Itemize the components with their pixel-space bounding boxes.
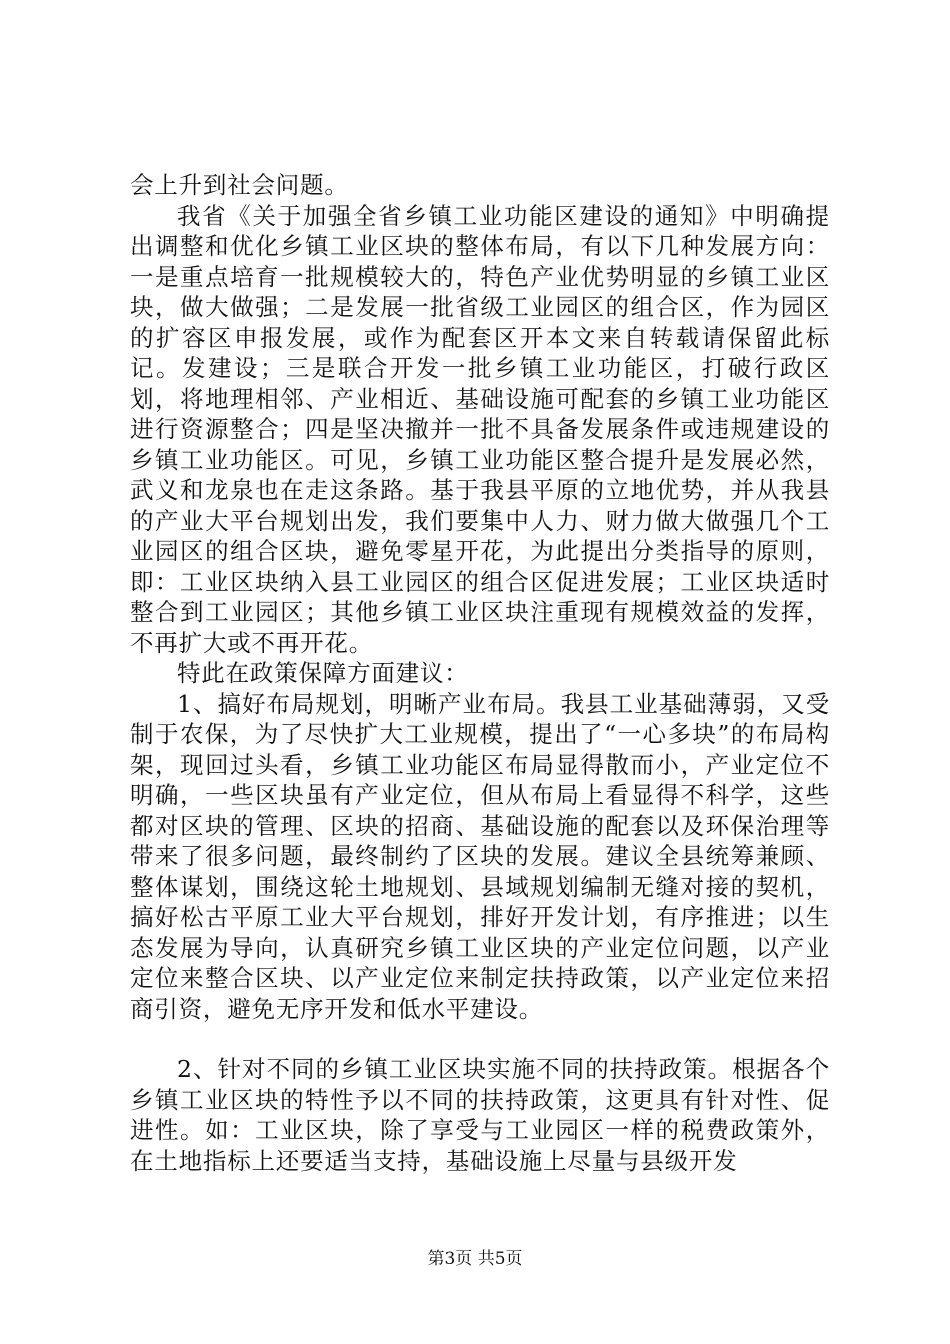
page-footer: 第3页 共5页 [427, 1249, 523, 1269]
paragraph-notice: 我省《关于加强全省乡镇工业功能区建设的通知》中明确提出调整和优化乡镇工业区块的整体布局，有以下几种发展方向：一是重点培育一批规模较大的，特色产业优势明显的乡镇工业区块，做大做强；二是发展一批省级工业园区的组合区，作为园区的扩容区申报发展，或作为配套区开本文来自转载请保留此标记。发建设；三是联合开发一批乡镇工业功能区，打破行政区划，将地理相邻、产业相近、基础设施可配套的乡镇工业功能区进行资源整合；四是坚决撤并一批不具备发展条件或违规建设的乡镇工业功能区。可见，乡镇工业功能区整合提升是发展必然，武义和龙泉也在走这条路。基于我县平原的立地优势，并从我县的产业大平台规划出发，我们要集中人力、财力做大做强几个工业园区的组合区块，避免零星开花，为此提出分类指导的原则，即：工业区块纳入县工业园区的组合区促进发展；工业区块适时整合到工业园区；其他乡镇工业区块注重现有规模效益的发挥，不再扩大或不再开花。 [130, 201, 830, 657]
paragraph-gap [130, 1024, 830, 1054]
paragraph-suggestion-intro: 特此在政策保障方面建议： [177, 659, 469, 687]
paragraph-continuation: 会上升到社会问题。 [130, 171, 349, 199]
paragraph-suggestion-2: 2、针对不同的乡镇工业区块实施不同的扶持政策。根据各个乡镇工业区块的特性予以不同的扶持政策，这更具有针对性、促进性。如：工业区块，除了享受与工业园区一样的税费政策外，在土地指标上还要适当支持，基础设施上尽量与县级开发 [130, 1055, 830, 1175]
paragraph-suggestion-1: 1、搞好布局规划，明晰产业布局。我县工业基础薄弱，又受制于农保，为了尽快扩大工业规模，提出了“一心多块”的布局构架，现回过头看，乡镇工业功能区布局显得散而小，产业定位不明确，一些区块虽有产业定位，但从布局上看显得不科学，这些都对区块的管理、区块的招商、基础设施的配套以及环保治理等带来了很多问题，最终制约了区块的发展。建议全县统筹兼顾、整体谋划，围绕这轮土地规划、县域规划编制无缝对接的契机，搞好松古平原工业大平台规划，排好开发计划，有序推进；以生态发展为导向，认真研究乡镇工业区块的产业定位问题，以产业定位来整合区块、以产业定位来制定扶持政策，以产业定位来招商引资，避免无序开发和低水平建设。 [130, 689, 830, 1023]
body-text [130, 170, 830, 1176]
